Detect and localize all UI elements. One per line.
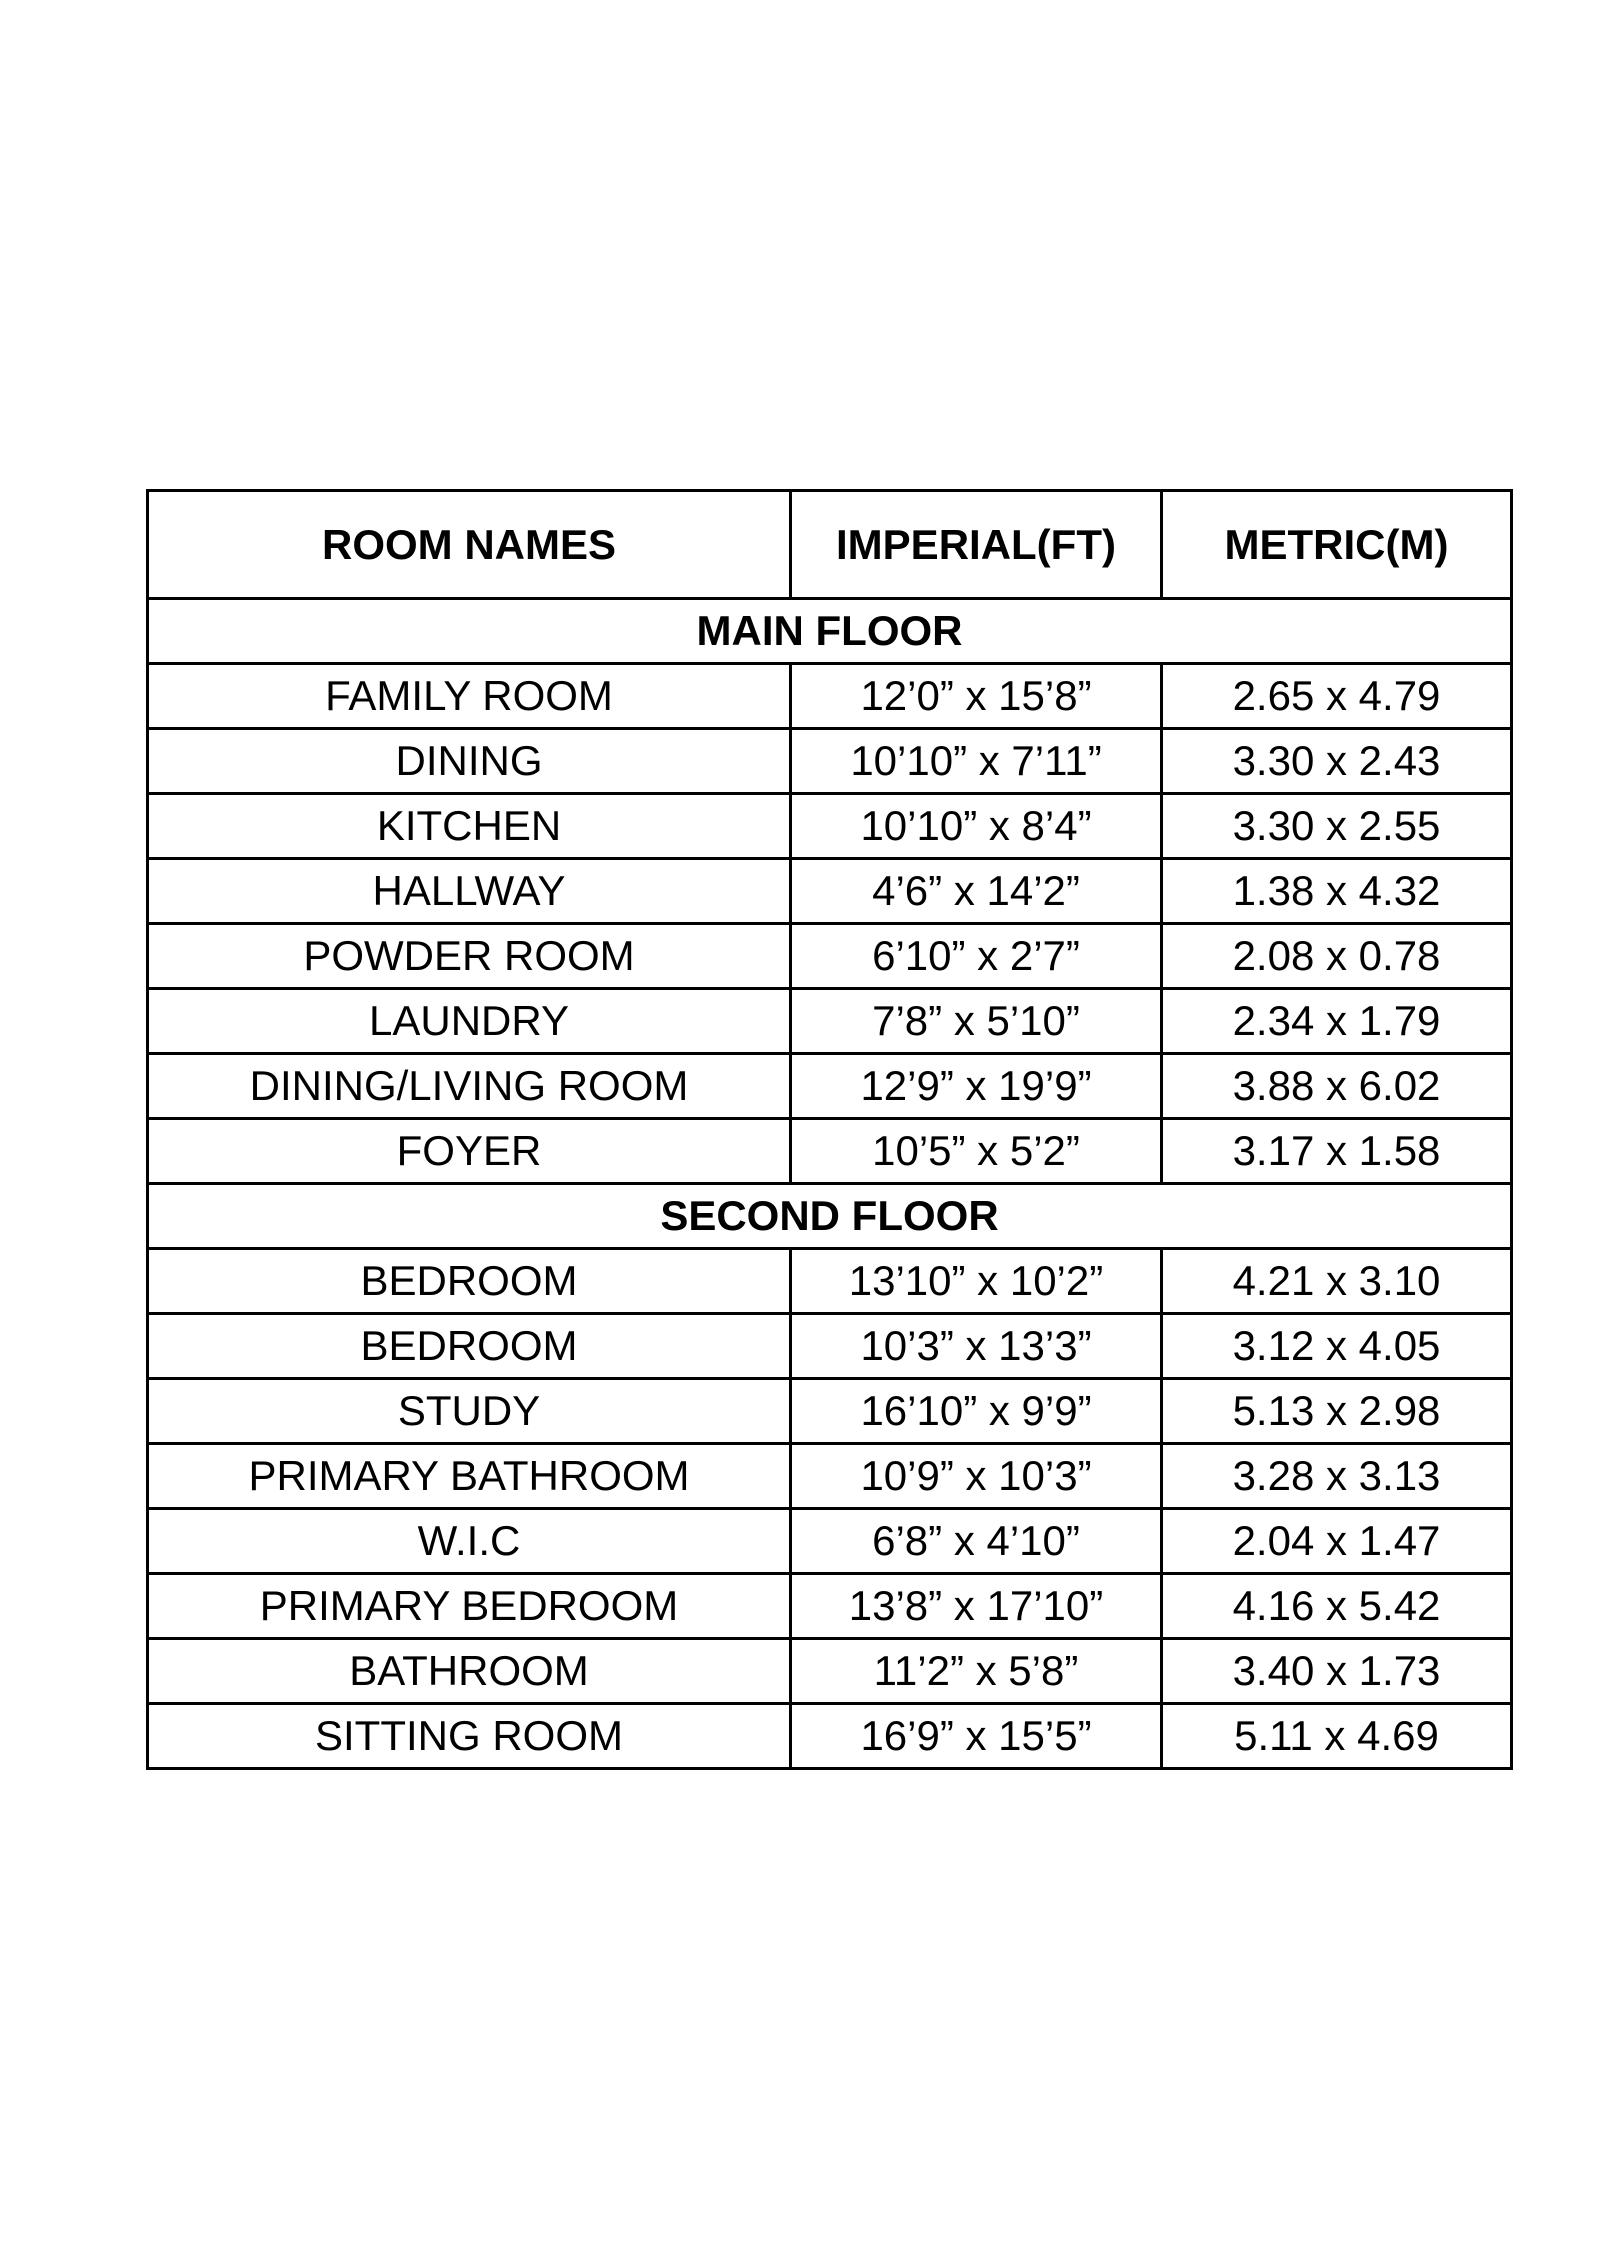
section-header-row: [148, 599, 1512, 664]
table-row: [148, 1509, 1512, 1574]
table-body: [148, 599, 1512, 1769]
cell-room: BEDROOM: [148, 1249, 791, 1314]
table-row: [148, 1054, 1512, 1119]
cell-room: DINING: [148, 729, 791, 794]
table-header-row: [148, 491, 1512, 599]
cell-metric: 2.65 x 4.79: [1162, 664, 1512, 729]
header-imperial: IMPERIAL(FT): [791, 491, 1162, 599]
cell-imperial: 11’2” x 5’8”: [791, 1639, 1162, 1704]
cell-imperial: 10’3” x 13’3”: [791, 1314, 1162, 1379]
room-dimensions-table: [146, 489, 1513, 1770]
cell-imperial: 4’6” x 14’2”: [791, 859, 1162, 924]
cell-imperial: 16’9” x 15’5”: [791, 1704, 1162, 1769]
cell-room: LAUNDRY: [148, 989, 791, 1054]
table-row: [148, 1704, 1512, 1769]
cell-room: FAMILY ROOM: [148, 664, 791, 729]
cell-imperial: 10’5” x 5’2”: [791, 1119, 1162, 1184]
cell-metric: 5.13 x 2.98: [1162, 1379, 1512, 1444]
table-row: [148, 859, 1512, 924]
cell-imperial: 6’10” x 2’7”: [791, 924, 1162, 989]
cell-room: STUDY: [148, 1379, 791, 1444]
cell-metric: 2.34 x 1.79: [1162, 989, 1512, 1054]
cell-room: W.I.C: [148, 1509, 791, 1574]
table-row: [148, 1444, 1512, 1509]
cell-metric: 3.40 x 1.73: [1162, 1639, 1512, 1704]
cell-imperial: 10’9” x 10’3”: [791, 1444, 1162, 1509]
table-row: [148, 989, 1512, 1054]
cell-imperial: 16’10” x 9’9”: [791, 1379, 1162, 1444]
table-row: [148, 924, 1512, 989]
section-header-row: [148, 1184, 1512, 1249]
cell-room: SITTING ROOM: [148, 1704, 791, 1769]
cell-room: BATHROOM: [148, 1639, 791, 1704]
section-title: SECOND FLOOR: [148, 1184, 1512, 1249]
cell-imperial: 12’0” x 15’8”: [791, 664, 1162, 729]
cell-metric: 4.21 x 3.10: [1162, 1249, 1512, 1314]
cell-metric: 1.38 x 4.32: [1162, 859, 1512, 924]
cell-room: KITCHEN: [148, 794, 791, 859]
header-room-names: ROOM NAMES: [148, 491, 791, 599]
table-row: [148, 1314, 1512, 1379]
cell-room: BEDROOM: [148, 1314, 791, 1379]
table-row: [148, 729, 1512, 794]
cell-room: PRIMARY BATHROOM: [148, 1444, 791, 1509]
section-title: MAIN FLOOR: [148, 599, 1512, 664]
table-row: [148, 1639, 1512, 1704]
table-row: [148, 794, 1512, 859]
cell-room: DINING/LIVING ROOM: [148, 1054, 791, 1119]
cell-metric: 3.88 x 6.02: [1162, 1054, 1512, 1119]
cell-metric: 3.28 x 3.13: [1162, 1444, 1512, 1509]
cell-imperial: 10’10” x 8’4”: [791, 794, 1162, 859]
table-row: [148, 1379, 1512, 1444]
cell-room: FOYER: [148, 1119, 791, 1184]
cell-metric: 3.30 x 2.43: [1162, 729, 1512, 794]
cell-imperial: 6’8” x 4’10”: [791, 1509, 1162, 1574]
table-row: [148, 1249, 1512, 1314]
cell-metric: 3.30 x 2.55: [1162, 794, 1512, 859]
table-row: [148, 664, 1512, 729]
cell-imperial: 13’10” x 10’2”: [791, 1249, 1162, 1314]
cell-imperial: 13’8” x 17’10”: [791, 1574, 1162, 1639]
table-row: [148, 1119, 1512, 1184]
cell-metric: 5.11 x 4.69: [1162, 1704, 1512, 1769]
cell-room: POWDER ROOM: [148, 924, 791, 989]
cell-metric: 2.04 x 1.47: [1162, 1509, 1512, 1574]
table-row: [148, 1574, 1512, 1639]
cell-metric: 4.16 x 5.42: [1162, 1574, 1512, 1639]
cell-imperial: 10’10” x 7’11”: [791, 729, 1162, 794]
cell-metric: 3.17 x 1.58: [1162, 1119, 1512, 1184]
header-metric: METRIC(M): [1162, 491, 1512, 599]
cell-metric: 2.08 x 0.78: [1162, 924, 1512, 989]
cell-metric: 3.12 x 4.05: [1162, 1314, 1512, 1379]
cell-imperial: 12’9” x 19’9”: [791, 1054, 1162, 1119]
cell-imperial: 7’8” x 5’10”: [791, 989, 1162, 1054]
cell-room: PRIMARY BEDROOM: [148, 1574, 791, 1639]
cell-room: HALLWAY: [148, 859, 791, 924]
